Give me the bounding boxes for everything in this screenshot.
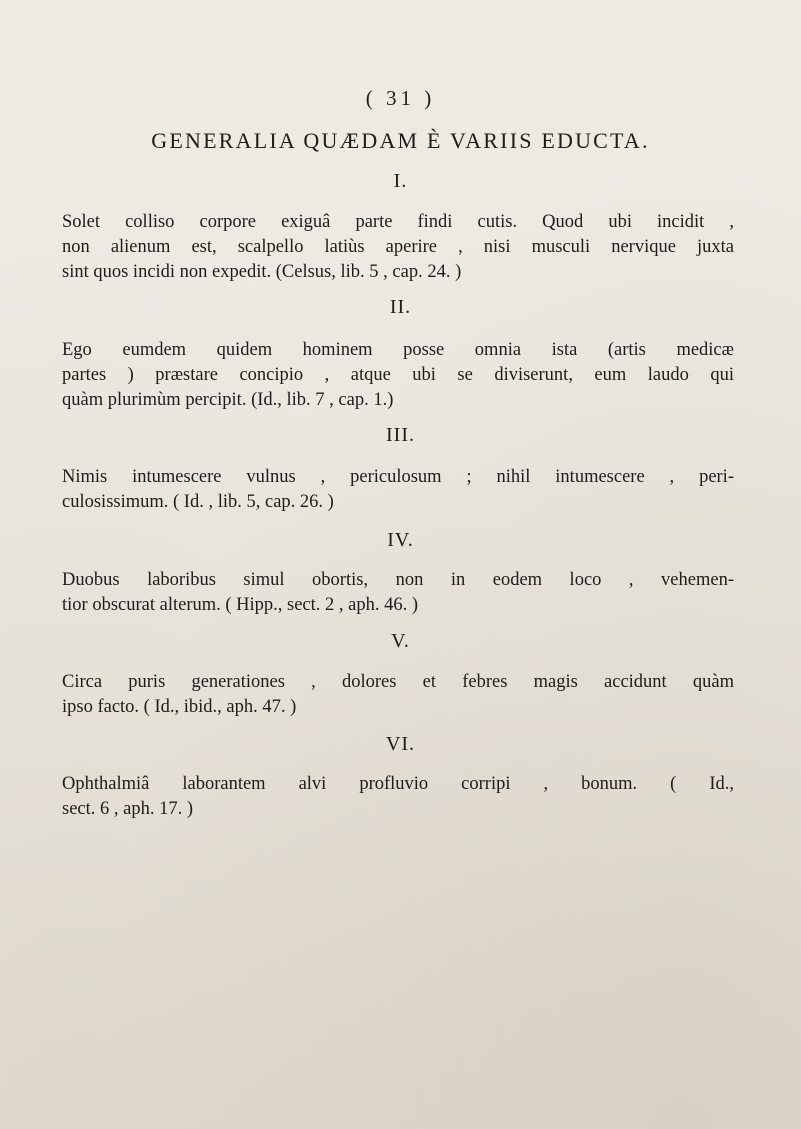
paragraph-line: sect. 6 , aph. 17. ): [62, 799, 194, 819]
paragraph-line: non alienum est, scalpello latiùs aperire , nisi musculi nervique juxta: [62, 237, 734, 257]
paragraph-line: tior obscurat alterum. ( Hipp., sect. 2 , aph. 46. ): [62, 595, 419, 615]
page-heading: GENERALIA QUÆDAM È VARIIS EDUCTA.: [151, 128, 650, 153]
section-paragraph: [62, 465, 734, 515]
paragraph-line: culosissimum. ( Id. , lib. 5, cap. 26. ): [62, 492, 334, 512]
paragraph-line: ipso facto. ( Id., ibid., aph. 47. ): [62, 697, 297, 717]
section-numeral: I.: [393, 170, 408, 192]
paragraph-line: Circa puris generationes , dolores et febres magis accidunt quàm: [62, 672, 734, 692]
paragraph-line: Ego eumdem quidem hominem posse omnia ista (artis medicæ: [62, 340, 734, 360]
section-paragraph: [62, 772, 734, 822]
paragraph-line: partes ) præstare concipio , atque ubi se diviserunt, eum laudo qui: [62, 365, 734, 385]
paragraph-line: Duobus laboribus simul obortis, non in eodem loco , vehemen-: [62, 570, 734, 590]
paragraph-line: Ophthalmiâ laborantem alvi profluvio corripi , bonum. ( Id.,: [62, 774, 734, 794]
section-numeral: III.: [386, 424, 415, 446]
section-numeral: VI.: [385, 733, 416, 755]
section-paragraph: [62, 568, 734, 618]
page-number: ( 31 ): [365, 86, 436, 110]
paragraph-line: sint quos incidi non expedit. (Celsus, lib. 5 , cap. 24. ): [62, 262, 462, 282]
section-paragraph: [62, 338, 734, 413]
section-numeral: II.: [389, 296, 412, 318]
section-paragraph: [62, 670, 734, 720]
paragraph-line: Solet colliso corpore exiguâ parte findi cutis. Quod ubi incidit ,: [62, 212, 734, 232]
paragraph-line: Nimis intumescere vulnus , periculosum ; nihil intumescere , peri-: [62, 467, 734, 487]
section-numeral: V.: [391, 630, 410, 652]
section-numeral: IV.: [387, 529, 414, 551]
paragraph-line: quàm plurimùm percipit. (Id., lib. 7 , cap. 1.): [62, 390, 394, 410]
section-paragraph: [62, 210, 734, 285]
